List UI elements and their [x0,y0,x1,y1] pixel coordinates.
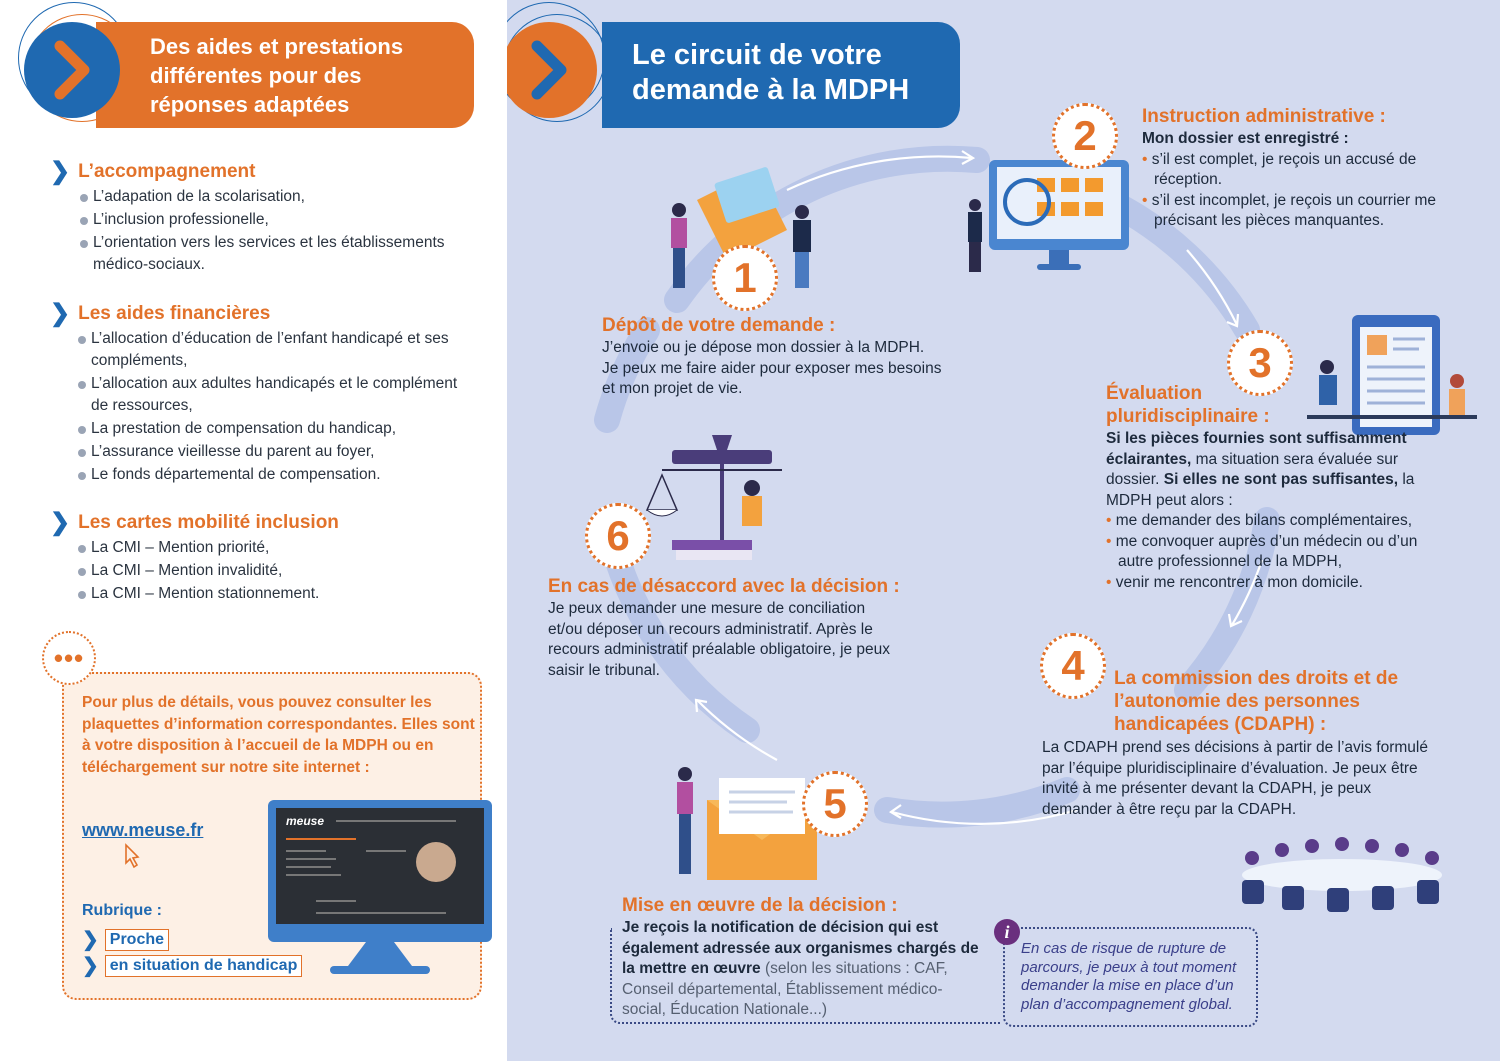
step-1-text: J’envoie ou je dépose mon dossier à la MDPH. Je peux me faire aider pour exposer mes besoins et mon projet de vie. [602,339,942,397]
speech-bubble-icon: ••• [42,631,96,685]
left-panel [0,0,507,1061]
list-accompagnement [80,186,460,276]
info-text: Pour plus de détails, vous pouvez consulter les plaquettes d’information correspondantes. Elles sont à votre disposition à l’accueil de la MDPH ou en téléchargement sur notre site internet : [82,694,475,776]
step-4-title: La commission des droits et de l’autonomie des personnes handicapées (CDAPH) : [1114,668,1399,735]
step-number-2: 2 [1052,103,1118,169]
chevron-right-icon: ❯ [82,955,99,977]
chevron-right-icon [24,22,120,118]
step-number-4: 4 [1040,633,1106,699]
clipboard-evaluation-illustration [1307,305,1477,445]
rubrique-label: Rubrique : [82,902,162,919]
info-icon: i [994,919,1020,945]
chevron-right-icon: ❯ [50,509,71,536]
step-3-title: Évaluation pluridisciplinaire : [1106,383,1270,427]
right-panel [507,0,1500,1061]
list-item: Le fonds départemental de compensation. [78,464,473,486]
rubrique-item-proche[interactable]: ❯ Proche [82,927,169,952]
step-2-body: Mon dossier est enregistré : • s’il est complet, je reçois un accusé de réception. • s’il est incomplet, je reçois un courrier me précisant les pièces manquantes. [1142,130,1437,229]
list-item: L’orientation vers les services et les établissements médico-sociaux. [80,232,460,276]
commission-meeting-illustration [1227,820,1457,915]
list-item: L’assurance vieillesse du parent au foyer, [78,441,473,463]
monitor-base [330,966,430,974]
screen-logo: meuse [286,814,325,828]
website-link[interactable]: www.meuse.fr [82,820,204,840]
list-item: L’allocation aux adultes handicapés et le complément de ressources, [78,373,473,417]
step-3-body: Si les pièces fournies sont suffisamment éclairantes, ma situation sera évaluée sur dossier. Si elles ne sont pas suffisantes, la MDPH peut alors : • me demander des bilans complémentaires, • me convoquer auprès d’un médecin ou d’un autre professionnel de la MDPH, • venir me rencontrer à mon domicile. [1106,430,1418,591]
chevron-right-icon: ❯ [50,158,71,185]
computer-review-illustration [957,150,1137,275]
chevron-right-icon: ❯ [50,300,71,327]
right-banner [602,22,960,128]
section-title-accompagnement: ❯ L’accompagnement [50,158,256,185]
step-4-text: La CDAPH prend ses décisions à partir de l’avis formulé par l’équipe pluridisciplinaire d’évaluation. Je peux être invité à me présenter devant la CDAPH, je peux demander à être reçu par la CDAPH. [1042,739,1428,818]
step-6-text: Je peux demander une mesure de conciliation et/ou déposer un recours administratif. Après le recours administratif préalable obligatoire, je peux saisir le tribunal. [548,600,891,679]
screen-photo [416,842,456,882]
list-item: La CMI – Mention stationnement. [78,583,473,605]
list-item: La prestation de compensation du handicap, [78,418,473,440]
list-cartes-mobilite [78,537,473,605]
website-screenshot [276,808,484,924]
step-6-title: En cas de désaccord avec la décision : [548,576,900,597]
left-banner-title: Des aides et prestations différentes pour des réponses adaptées [150,34,404,117]
justice-scale-illustration [642,430,802,570]
note-text: En cas de risque de rupture de parcours, je peux à tout moment demander la mise en place d’un plan d’accompagnement global. [1021,940,1237,1013]
step-number-6: 6 [585,503,651,569]
section-title-aides-financieres: ❯ Les aides financières [50,300,271,327]
step-5-title: Mise en œuvre de la décision : [622,895,898,916]
letter-envelope-illustration [657,760,827,890]
section-title-cartes-mobilite: ❯ Les cartes mobilité inclusion [50,509,339,536]
rubrique-item-handicap[interactable]: ❯ en situation de handicap [82,953,302,978]
step-number-5: 5 [802,771,868,837]
step-5-text: Je reçois la notification de décision qui est également adressée aux organismes chargés de la mettre en œuvre (selon les situations : CAF, Conseil départemental, Établissement médico-social, Éducation Nationale...) [622,919,979,1018]
left-banner [96,22,474,128]
step-number-3: 3 [1227,330,1293,396]
list-aides-financieres [78,328,473,486]
list-item: L’adapation de la scolarisation, [80,186,460,208]
chevron-right-icon [507,22,597,118]
list-item: L’inclusion professionelle, [80,209,460,231]
right-banner-title: Le circuit de votre demande à la MDPH [632,39,910,106]
step-number-1: 1 [712,245,778,311]
step-2-title: Instruction administrative : [1142,106,1386,127]
step-1-title: Dépôt de votre demande : [602,315,836,336]
list-item: La CMI – Mention priorité, [78,537,473,559]
chevron-right-icon: ❯ [82,929,99,951]
step-5-frame [610,928,1000,1024]
cursor-icon [120,843,140,875]
list-item: La CMI – Mention invalidité, [78,560,473,582]
monitor-illustration [268,800,492,942]
list-item: L’allocation d’éducation de l’enfant handicapé et ses compléments, [78,328,473,372]
